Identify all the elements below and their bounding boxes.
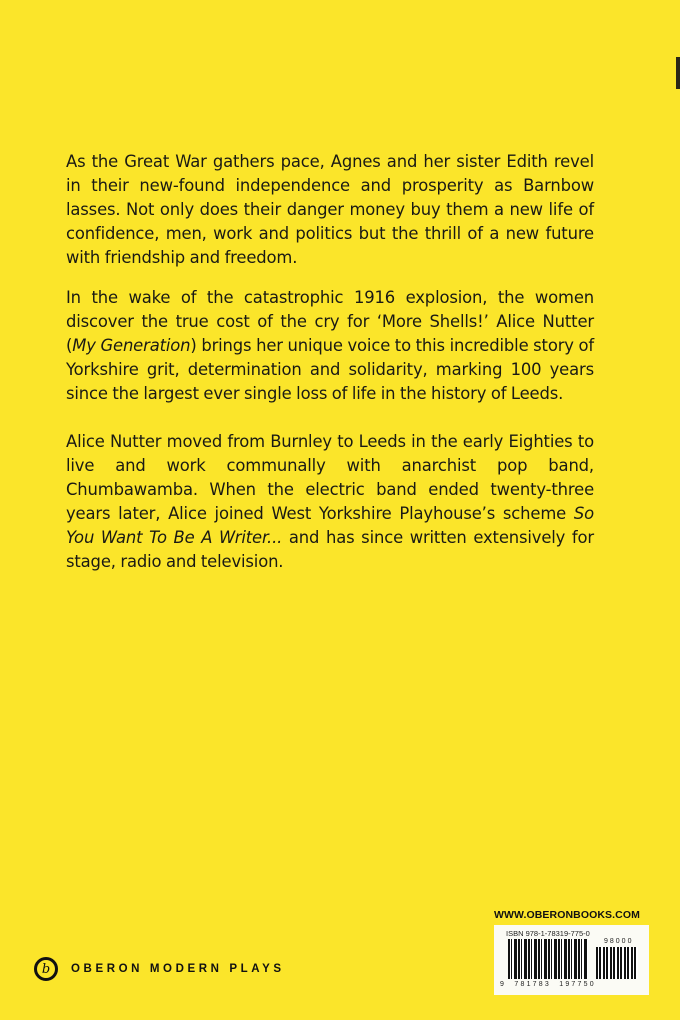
- publisher-imprint: [34, 957, 285, 981]
- synopsis-text: In the wake of the catastrophic 1916 explosion, the women discover the true cost of the cry for ‘More Shells!’ Alice Nutter (: [66, 288, 594, 355]
- oberon-logo-icon: [34, 957, 58, 981]
- back-cover-blurb: [66, 150, 594, 574]
- synopsis-paragraph-2: [66, 286, 594, 406]
- barcode-digits: 9 781783 197750: [500, 981, 596, 988]
- isbn-label: ISBN 978-1-78319-775-0: [506, 929, 590, 938]
- publisher-website: WWW.OBERONBOOKS.COM: [494, 909, 640, 921]
- author-bio-text: Alice Nutter moved from Burnley to Leeds in the early Eighties to live and work communally with anarchist pop band, Chumbawamba. When the electric band ended twenty-three years later, Alice joined West Yorkshire Playhouse’s scheme: [66, 432, 594, 523]
- author-bio-text: and has since written extensively for stage, radio and television.: [66, 528, 594, 571]
- series-name: OBERON MODERN PLAYS: [71, 963, 285, 975]
- logo-glyph: b: [41, 961, 51, 977]
- author-bio: [66, 430, 594, 574]
- synopsis-paragraph-1: As the Great War gathers pace, Agnes and her sister Edith revel in their new-found independence and prosperity as Barnbow lasses. Not only does their danger money buy them a new life of confidence, men, work and politics but the thrill of a new future with friendship and freedom.: [66, 152, 594, 267]
- isbn-barcode: [494, 925, 649, 995]
- edge-mark: [676, 57, 680, 89]
- addon-barcode-bars-icon: [596, 947, 638, 979]
- barcode-bars-icon: [508, 939, 588, 979]
- scheme-title-italic: So You Want To Be A Writer...: [66, 504, 594, 547]
- work-title-italic: My Generation: [72, 336, 191, 355]
- addon-digits: 98000: [604, 938, 634, 945]
- synopsis-text: ) brings her unique voice to this incredible story of Yorkshire grit, determination and solidarity, marking 100 years since the largest ever single loss of life in the history of Leeds.: [66, 336, 595, 403]
